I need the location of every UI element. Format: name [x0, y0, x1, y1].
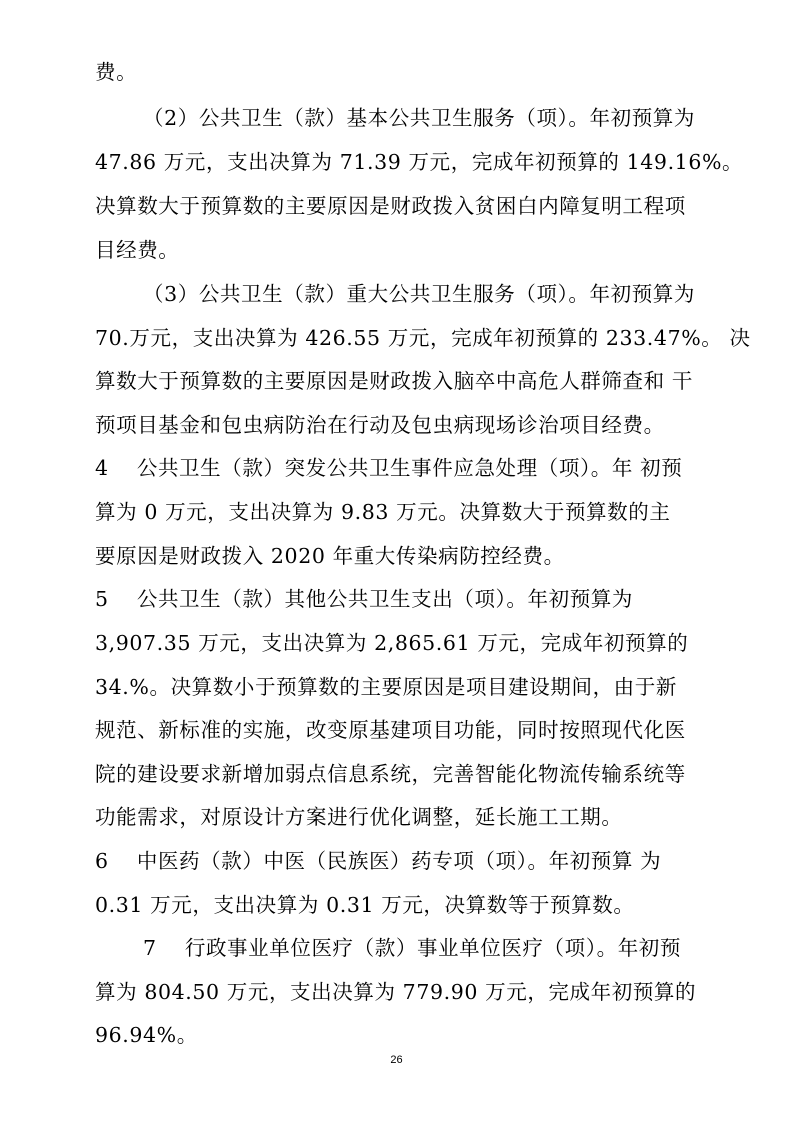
text-line: 3,907.35 万元，支出决算为 2,865.61 万元，完成年初预算的 [95, 631, 689, 655]
text-line: 70.万元，支出决算为 426.55 万元，完成年初预算的 233.47%。 决 [95, 326, 751, 350]
page-number: 26 [390, 1054, 403, 1066]
text-line: （3）公共卫生（款）重大公共卫生服务（项）。年初预算为 [143, 282, 695, 306]
text-line: 功能需求，对原设计方案进行优化调整，延长施工工期。 [95, 805, 623, 829]
text-line: 34.%。决算数小于预算数的主要原因是项目建设期间，由于新 [95, 675, 677, 699]
text-line: 决算数大于预算数的主要原因是财政拨入贫困白内障复明工程项 [95, 194, 686, 218]
text-line: 费。 [95, 60, 138, 84]
text-line: 4 公共卫生（款）突发公共卫生事件应急处理（项）。年 初预 [95, 456, 683, 480]
text-line: 7 行政事业单位医疗（款）事业单位医疗（项）。年初预 [143, 936, 682, 960]
text-line: 算为 804.50 万元，支出决算为 779.90 万元，完成年初预算的 [95, 980, 697, 1004]
text-line: 算为 0 万元，支出决算为 9.83 万元。决算数大于预算数的主 [95, 500, 671, 524]
text-line: 47.86 万元，支出决算为 71.39 万元，完成年初预算的 149.16%。 [95, 150, 744, 174]
text-line: 规范、新标准的实施，改变原基建项目功能，同时按照现代化医 [95, 718, 686, 742]
text-line: 院的建设要求新增加弱点信息系统，完善智能化物流传输系统等 [95, 762, 686, 786]
text-line: 5 公共卫生（款）其他公共卫生支出（项）。年初预算为 [95, 587, 634, 611]
text-line: 算数大于预算数的主要原因是财政拨入脑卒中高危人群筛查和 干 [95, 369, 693, 393]
text-line: 6 中医药（款）中医（民族医）药专项（项）。年初预算 为 [95, 849, 662, 873]
text-line: 要原因是财政拨入 2020 年重大传染病防控经费。 [95, 544, 565, 568]
text-line: 预项目基金和包虫病防治在行动及包虫病现场诊治项目经费。 [95, 413, 665, 437]
text-line: 96.94%。 [95, 1023, 198, 1047]
text-line: 0.31 万元，支出决算为 0.31 万元，决算数等于预算数。 [95, 893, 635, 917]
text-line: 目经费。 [95, 238, 180, 262]
text-line: （2）公共卫生（款）基本公共卫生服务（项）。年初预算为 [143, 106, 695, 130]
